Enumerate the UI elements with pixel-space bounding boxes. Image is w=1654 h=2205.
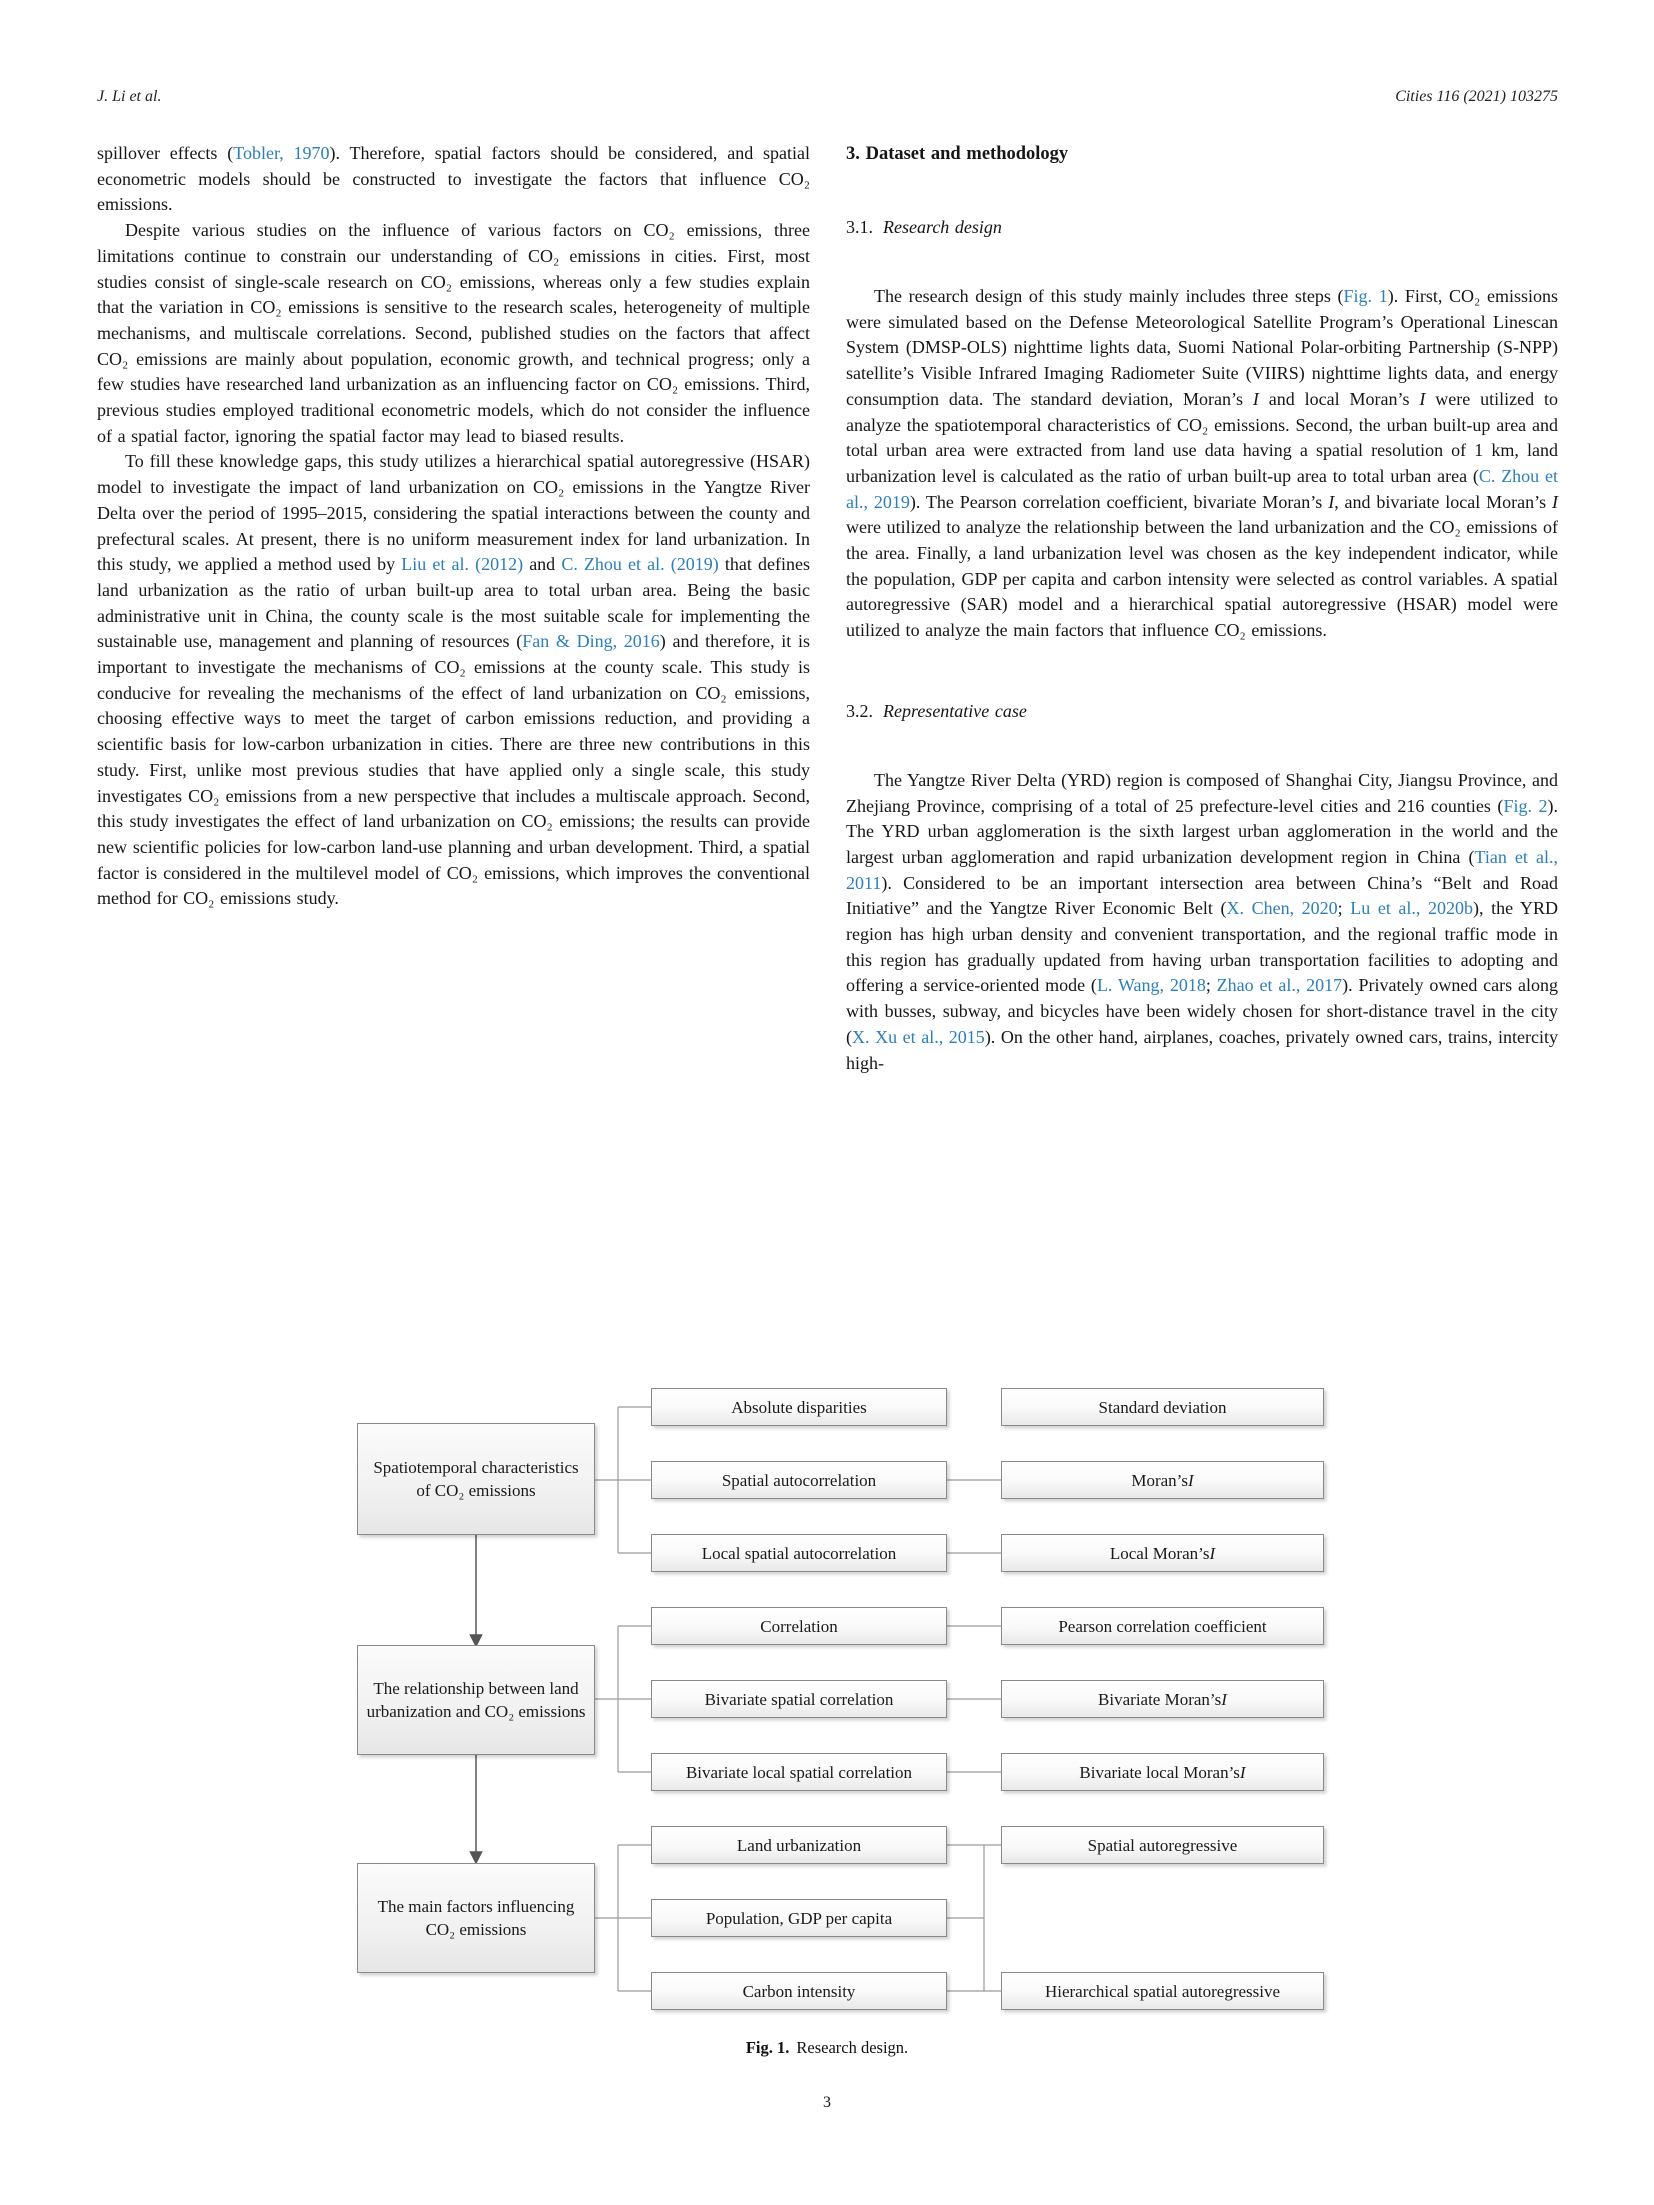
right-column: [846, 141, 1558, 1076]
citation-link[interactable]: Fig. 2: [1503, 795, 1548, 816]
subsection-number: 3.2.: [846, 700, 873, 721]
figure-caption-text: Research design.: [796, 2038, 909, 2057]
flow-method-box: Population, GDP per capita: [651, 1899, 947, 1937]
citation-link[interactable]: C. Zhou et al. (2019): [561, 554, 719, 575]
citation-link[interactable]: Tian et al., 2011: [846, 846, 1558, 893]
subsection-title: Representative case: [883, 700, 1027, 721]
running-head-authors: J. Li et al.: [97, 88, 162, 105]
citation-link[interactable]: X. Xu et al., 2015: [852, 1026, 985, 1047]
citation-link[interactable]: Fig. 1: [1343, 286, 1388, 306]
flow-method-box: Carbon intensity: [651, 1972, 947, 2010]
subsection-heading-3-2: [846, 698, 1558, 724]
flow-technique-box: Moran’s I: [1001, 1461, 1324, 1499]
running-head-journal: Cities 116 (2021) 103275: [1395, 88, 1558, 105]
flow-technique-box: Hierarchical spatial autoregressive: [1001, 1972, 1324, 2010]
flow-method-box: Spatial autocorrelation: [651, 1461, 947, 1499]
paragraph: spillover effects (Tobler, 1970). Therefore, spatial factors should be considered, and spatial econometric models should be constructed to investigate the factors that influence CO₂ emissions.: [97, 143, 810, 215]
flow-stage-box: Spatiotemporal characteristics of CO₂ emissions: [357, 1423, 595, 1535]
flow-method-box: Correlation: [651, 1607, 947, 1645]
flow-method-box: Local spatial autocorrelation: [651, 1534, 947, 1572]
figure-caption: [0, 2038, 1654, 2058]
flow-technique-box: Local Moran’s I: [1001, 1534, 1324, 1572]
citation-link[interactable]: Zhao et al., 2017: [1216, 975, 1343, 996]
flow-method-box: Land urbanization: [651, 1826, 947, 1864]
citation-link[interactable]: Liu et al. (2012): [401, 554, 524, 575]
citation-link[interactable]: Fan & Ding, 2016: [522, 631, 660, 652]
citation-link[interactable]: Lu et al., 2020b: [1350, 898, 1473, 919]
citation-link[interactable]: X. Chen, 2020: [1226, 898, 1338, 919]
flow-method-box: Bivariate local spatial correlation: [651, 1753, 947, 1791]
arrowhead-icon: [471, 1852, 482, 1863]
citation-link[interactable]: Tobler, 1970: [233, 143, 330, 163]
figure-caption-label: Fig. 1.: [745, 2038, 790, 2057]
figure-1-research-design: [350, 1383, 1345, 2033]
paragraph: The research design of this study mainly includes three steps (Fig. 1). First, CO₂ emissions were simulated based on the Defense Meteorological Satellite Program’s Operational Linescan System (DMSP-OLS) nighttime lights data, Suomi National Polar-orbiting Partnership (S-NPP) satellite’s Visible Infrared Imaging Radiometer Suite (VIIRS) nighttime lights data, and energy consumption data. The standard deviation, Moran’s I and local Moran’s I were utilized to analyze the spatiotemporal characteristics of CO₂ emissions. Second, the urban built-up area and total urban area were extracted from land use data having a spatial resolution of 1 km, land urbanization level is calculated as the ratio of urban built-up area to total urban area (C. Zhou et al., 2019). The Pearson correlation coefficient, bivariate Moran’s I, and bivariate local Moran’s I were utilized to analyze the relationship between the land urbanization and the CO₂ emissions of the area. Finally, a land urbanization level was chosen as the key independent indicator, while the population, GDP per capita and carbon intensity were selected as control variables. A spatial autoregressive (SAR) model and a hierarchical spatial autoregressive (HSAR) model were utilized to analyze the main factors that influence CO₂ emissions.: [846, 286, 1559, 641]
flow-technique-box: Bivariate local Moran’s I: [1001, 1753, 1324, 1791]
paragraph: Despite various studies on the influence of various factors on CO₂ emissions, three limitations continue to constrain our understanding of CO₂ emissions in cities. First, most studies consist of single-scale research on CO₂ emissions, whereas only a few studies explain that the variation in CO₂ emissions is sensitive to the research scales, heterogeneity of multiple mechanisms, and multiscale correlations. Second, published studies on the factors that affect CO₂ emissions are mainly about population, economic growth, and technical progress; only a few studies have researched land urbanization as an influencing factor on CO₂ emissions. Third, previous studies employed traditional econometric models, which do not consider the influence of a spatial factor, ignoring the spatial factor may lead to biased results.: [97, 220, 810, 446]
left-column: [97, 141, 810, 912]
flow-method-box: Bivariate spatial correlation: [651, 1680, 947, 1718]
subsection-heading-3-1: [846, 214, 1558, 240]
flow-method-box: Absolute disparities: [651, 1388, 947, 1426]
subsection-number: 3.1.: [846, 217, 873, 237]
subsection-title: Research design: [883, 217, 1002, 237]
section-heading: 3. Dataset and methodology: [846, 144, 1069, 164]
citation-link[interactable]: C. Zhou et al., 2019: [846, 465, 1558, 512]
flow-technique-box: Pearson correlation coefficient: [1001, 1607, 1324, 1645]
citation-link[interactable]: L. Wang, 2018: [1096, 975, 1206, 996]
paragraph: To fill these knowledge gaps, this study utilizes a hierarchical spatial autoregressive (HSAR) model to investigate the impact of land urbanization on CO₂ emissions in the Yangtze River Delta over the period of 1995–2015, considering the spatial interactions between the county and prefectural scales. At present, there is no uniform measurement index for land urbanization. In this study, we applied a method used by Liu et al. (2012) and C. Zhou et al. (2019) that defines land urbanization as the ratio of urban built-up area to total urban area. Being the basic administrative unit in China, the county scale is the most suitable scale for implementing the sustainable use, management and planning of resources (Fan & Ding, 2016) and therefore, it is important to investigate the mechanisms of CO₂ emissions at the county scale. This study is conducive for revealing the mechanisms of the effect of land urbanization on CO₂ emissions, choosing effective ways to meet the target of carbon emissions reduction, and providing a scientific basis for low-carbon urbanization in cities. There are three new contributions in this study. First, unlike most previous studies that have applied only a single scale, this study investigates CO₂ emissions from a new perspective that includes a multiscale approach. Second, this study investigates the effect of land urbanization on CO₂ emissions; the results can provide new scientific policies for low-carbon land-use planning and urban development. Third, a spatial factor is considered in the multilevel model of CO₂ emissions, which improves the conventional method for CO₂ emissions study.: [97, 451, 810, 909]
flow-stage-box: The relationship between land urbanization and CO₂ emissions: [357, 1645, 595, 1755]
page-number: 3: [823, 2094, 831, 2111]
paragraph: The Yangtze River Delta (YRD) region is composed of Shanghai City, Jiangsu Province, and Zhejiang Province, comprising of a total of 25 prefecture-level cities and 216 counties (Fig. 2). The YRD urban agglomeration is the sixth largest urban agglomeration in the world and the largest urban agglomeration and rapid urbanization development region in China (Tian et al., 2011). Considered to be an important intersection area between China’s “Belt and Road Initiative” and the Yangtze River Economic Belt (X. Chen, 2020; Lu et al., 2020b), the YRD region has high urban density and convenient transportation, and the regional traffic mode in this region has gradually updated from having urban transportation facilities to adopting and offering a service-oriented mode (L. Wang, 2018; Zhao et al., 2017). Privately owned cars along with busses, subway, and bicycles have been widely chosen for short-distance travel in the city (X. Xu et al., 2015). On the other hand, airplanes, coaches, privately owned cars, trains, intercity high-: [846, 769, 1558, 1073]
flow-technique-box: Spatial autoregressive: [1001, 1826, 1324, 1864]
flow-technique-box: Standard deviation: [1001, 1388, 1324, 1426]
flow-technique-box: Bivariate Moran’s I: [1001, 1680, 1324, 1718]
flow-stage-box: The main factors influencing CO₂ emissions: [357, 1863, 595, 1973]
